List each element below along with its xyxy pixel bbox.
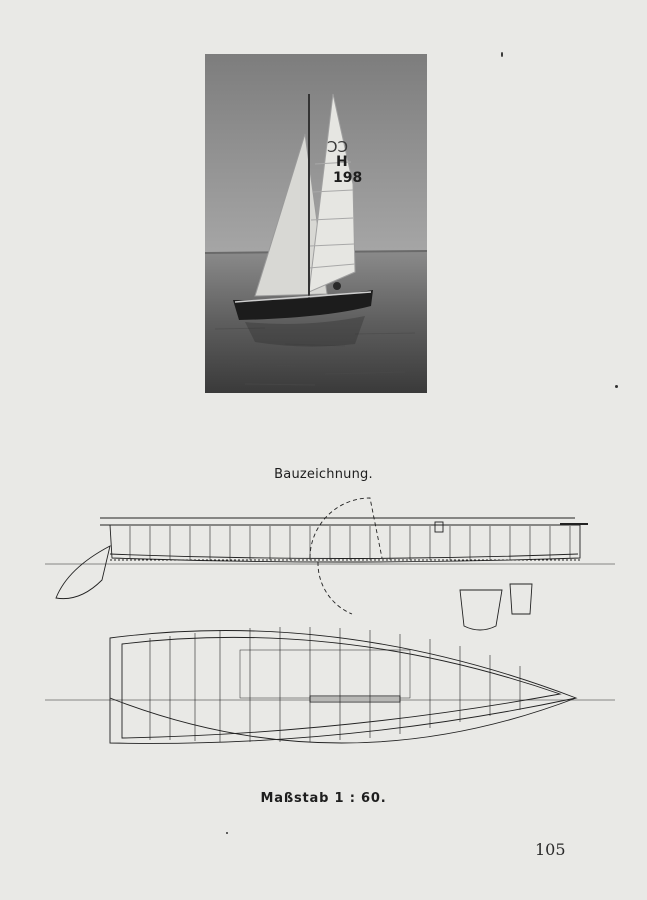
sail-top-mark: ƆƆ — [327, 138, 349, 156]
sailboat-photo-image — [205, 54, 427, 393]
print-speck — [615, 385, 618, 388]
scale-caption: Maßstab 1 : 60. — [260, 791, 387, 806]
page-number: 105 — [535, 840, 566, 859]
drawing-caption: Bauzeichnung. — [274, 467, 373, 482]
sail-letter: H — [336, 154, 348, 170]
profile-view — [56, 498, 588, 614]
section-detail — [460, 584, 532, 630]
plan-view — [110, 627, 576, 743]
crew-member — [333, 282, 341, 290]
sailboat-photo — [205, 54, 427, 393]
sail-number: 198 — [333, 170, 363, 186]
construction-drawing — [40, 488, 620, 778]
print-speck — [501, 52, 503, 57]
print-speck — [226, 832, 228, 834]
